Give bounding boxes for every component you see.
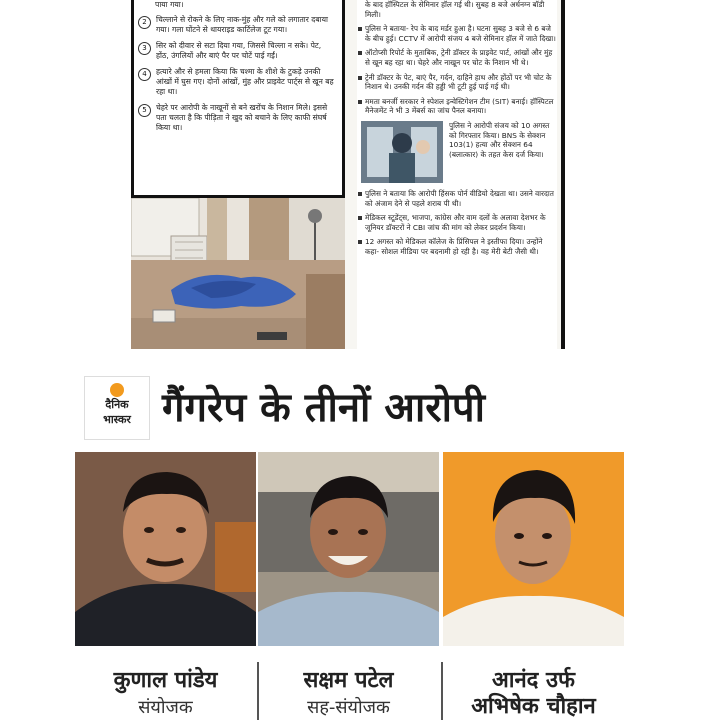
newspaper-clipping	[131, 0, 565, 349]
fact-number: 2	[138, 16, 151, 29]
arrest-photo	[361, 121, 443, 183]
fact-number: 5	[138, 104, 151, 117]
incident-details-column	[357, 0, 557, 349]
fact-text: सिर को दीवार से सटा दिया गया, जिससे चिल्ला न सके। पेट, होंठ, उंगलियों और बाएं पैर पर चोटें पाई गईं।	[156, 41, 322, 60]
list-item	[138, 41, 336, 61]
accused-photo-2	[258, 452, 439, 646]
list-item: ममता बनर्जी सरकार ने स्पेशल इन्वेस्टिगेशन टीम (SIT) बनाई। हॉस्पिटल मैनेजमेंट ने भी 3 मेंबर्स का जांच पैनल बनाया।	[357, 97, 557, 116]
seminar-hall-illustration	[131, 198, 345, 349]
fact-number: 4	[138, 68, 151, 81]
arrest-illustration	[361, 121, 443, 183]
intro-text: के बाद हॉस्पिटल के सेमिनार हॉल गई थी। सुबह 8 बजे अर्धनग्न बॉडी मिली।	[365, 0, 545, 19]
list-item: ट्रेनी डॉक्टर के पेट, बाएं पैर, गर्दन, दाहिने हाथ और होंठों पर भी चोट के निशान थे। उनकी गर्दन की हड्डी भी टूटी हुई पाई गई थी।	[357, 73, 557, 92]
list-item	[138, 15, 336, 35]
accused-role-1: संयोजक	[138, 697, 193, 718]
dainik-bhaskar-logo	[84, 376, 150, 440]
portrait-illustration	[443, 452, 624, 646]
fact-text: चिल्लाने से रोकने के लिए नाक-मुंह और गले को लगातार दबाया गया। गला घोंटने से थायराइड कार्टिलेज टूट गया।	[156, 15, 328, 34]
portrait-illustration	[258, 452, 439, 646]
logo-text-line2: भास्कर	[103, 413, 131, 426]
findings-list	[134, 15, 342, 133]
accused-name-2: सक्षम पटेल	[303, 668, 394, 693]
portrait-illustration	[75, 452, 256, 646]
headline: गैंगरेप के तीनों आरोपी	[162, 385, 486, 431]
list-item	[138, 67, 336, 97]
accused-role-2: सह-संयोजक	[307, 697, 390, 718]
accused-photo-3	[443, 452, 624, 646]
accused-photo-1	[75, 452, 256, 646]
seminar-hall-photo	[131, 198, 345, 349]
list-item: पुलिस ने बताया कि आरोपी हिंसक पोर्न वीडियो देखता था। उसने वारदात को अंजाम देने से पहले शराब पी थी।	[357, 189, 557, 208]
list-item	[138, 103, 336, 133]
logo-text-line1: दैनिक	[105, 398, 129, 411]
fact-text: हत्यारे और से हमला किया कि चश्मा के शीशे के टुकड़े उनकी आंखों में घुस गए। दोनों आंखों, मुंह और प्राइवेट पार्ट्स से खून बह रहा था।	[156, 67, 334, 96]
arrest-info	[361, 121, 557, 183]
arrest-text: पुलिस ने आरोपी संजय को 10 अगस्त को गिरफ्तार किया। BNS के सेक्शन 103(1) हत्या और सेक्शन 64 (बलात्कार) के तहत केस दर्ज किया।	[449, 120, 550, 159]
list-item: पुलिस ने बताया- रेप के बाद मर्डर हुआ है। घटना सुबह 3 बजे से 6 बजे के बीच हुई। CCTV में आरोपी संजय 4 बजे सेमिनार हॉल में जाते दिखा।	[357, 24, 557, 43]
fact-number: 3	[138, 42, 151, 55]
list-item: 12 अगस्त को मेडिकल कॉलेज के प्रिंसिपल ने इस्तीफा दिया। उन्होंने कहा- सोशल मीडिया पर बदनामी हो रही है। वह मेरी बेटी जैसी थी।	[357, 237, 557, 256]
accused-name-3-line1: आनंद उर्फ	[491, 668, 576, 693]
accused-name-3-line2: अभिषेक चौहान	[471, 694, 596, 719]
findings-box	[131, 0, 345, 198]
list-item: मेडिकल स्टूडेंट्स, भाजपा, कांग्रेस और वाम दलों के अलावा देशभर के जूनियर डॉक्टरों ने CBI जांच की मांग को लेकर प्रदर्शन किया।	[357, 213, 557, 232]
sun-icon	[110, 383, 124, 397]
fact-text: चेहरे पर आरोपी के नाखूनों से बने खरोंच के निशान मिले। इससे पता चलता है कि पीड़िता ने खुद को बचाने के लिए काफी संघर्ष किया था।	[156, 103, 328, 132]
accused-name-1: कुणाल पांडेय	[113, 668, 218, 693]
list-item: ऑटोप्सी रिपोर्ट के मुताबिक, ट्रेनी डॉक्टर के प्राइवेट पार्ट, आंखों और मुंह से खून बह रहा था। चेहरे और नाखून पर चोट के निशान भी थे।	[357, 48, 557, 67]
lead-text: पाया गया।	[155, 0, 184, 9]
